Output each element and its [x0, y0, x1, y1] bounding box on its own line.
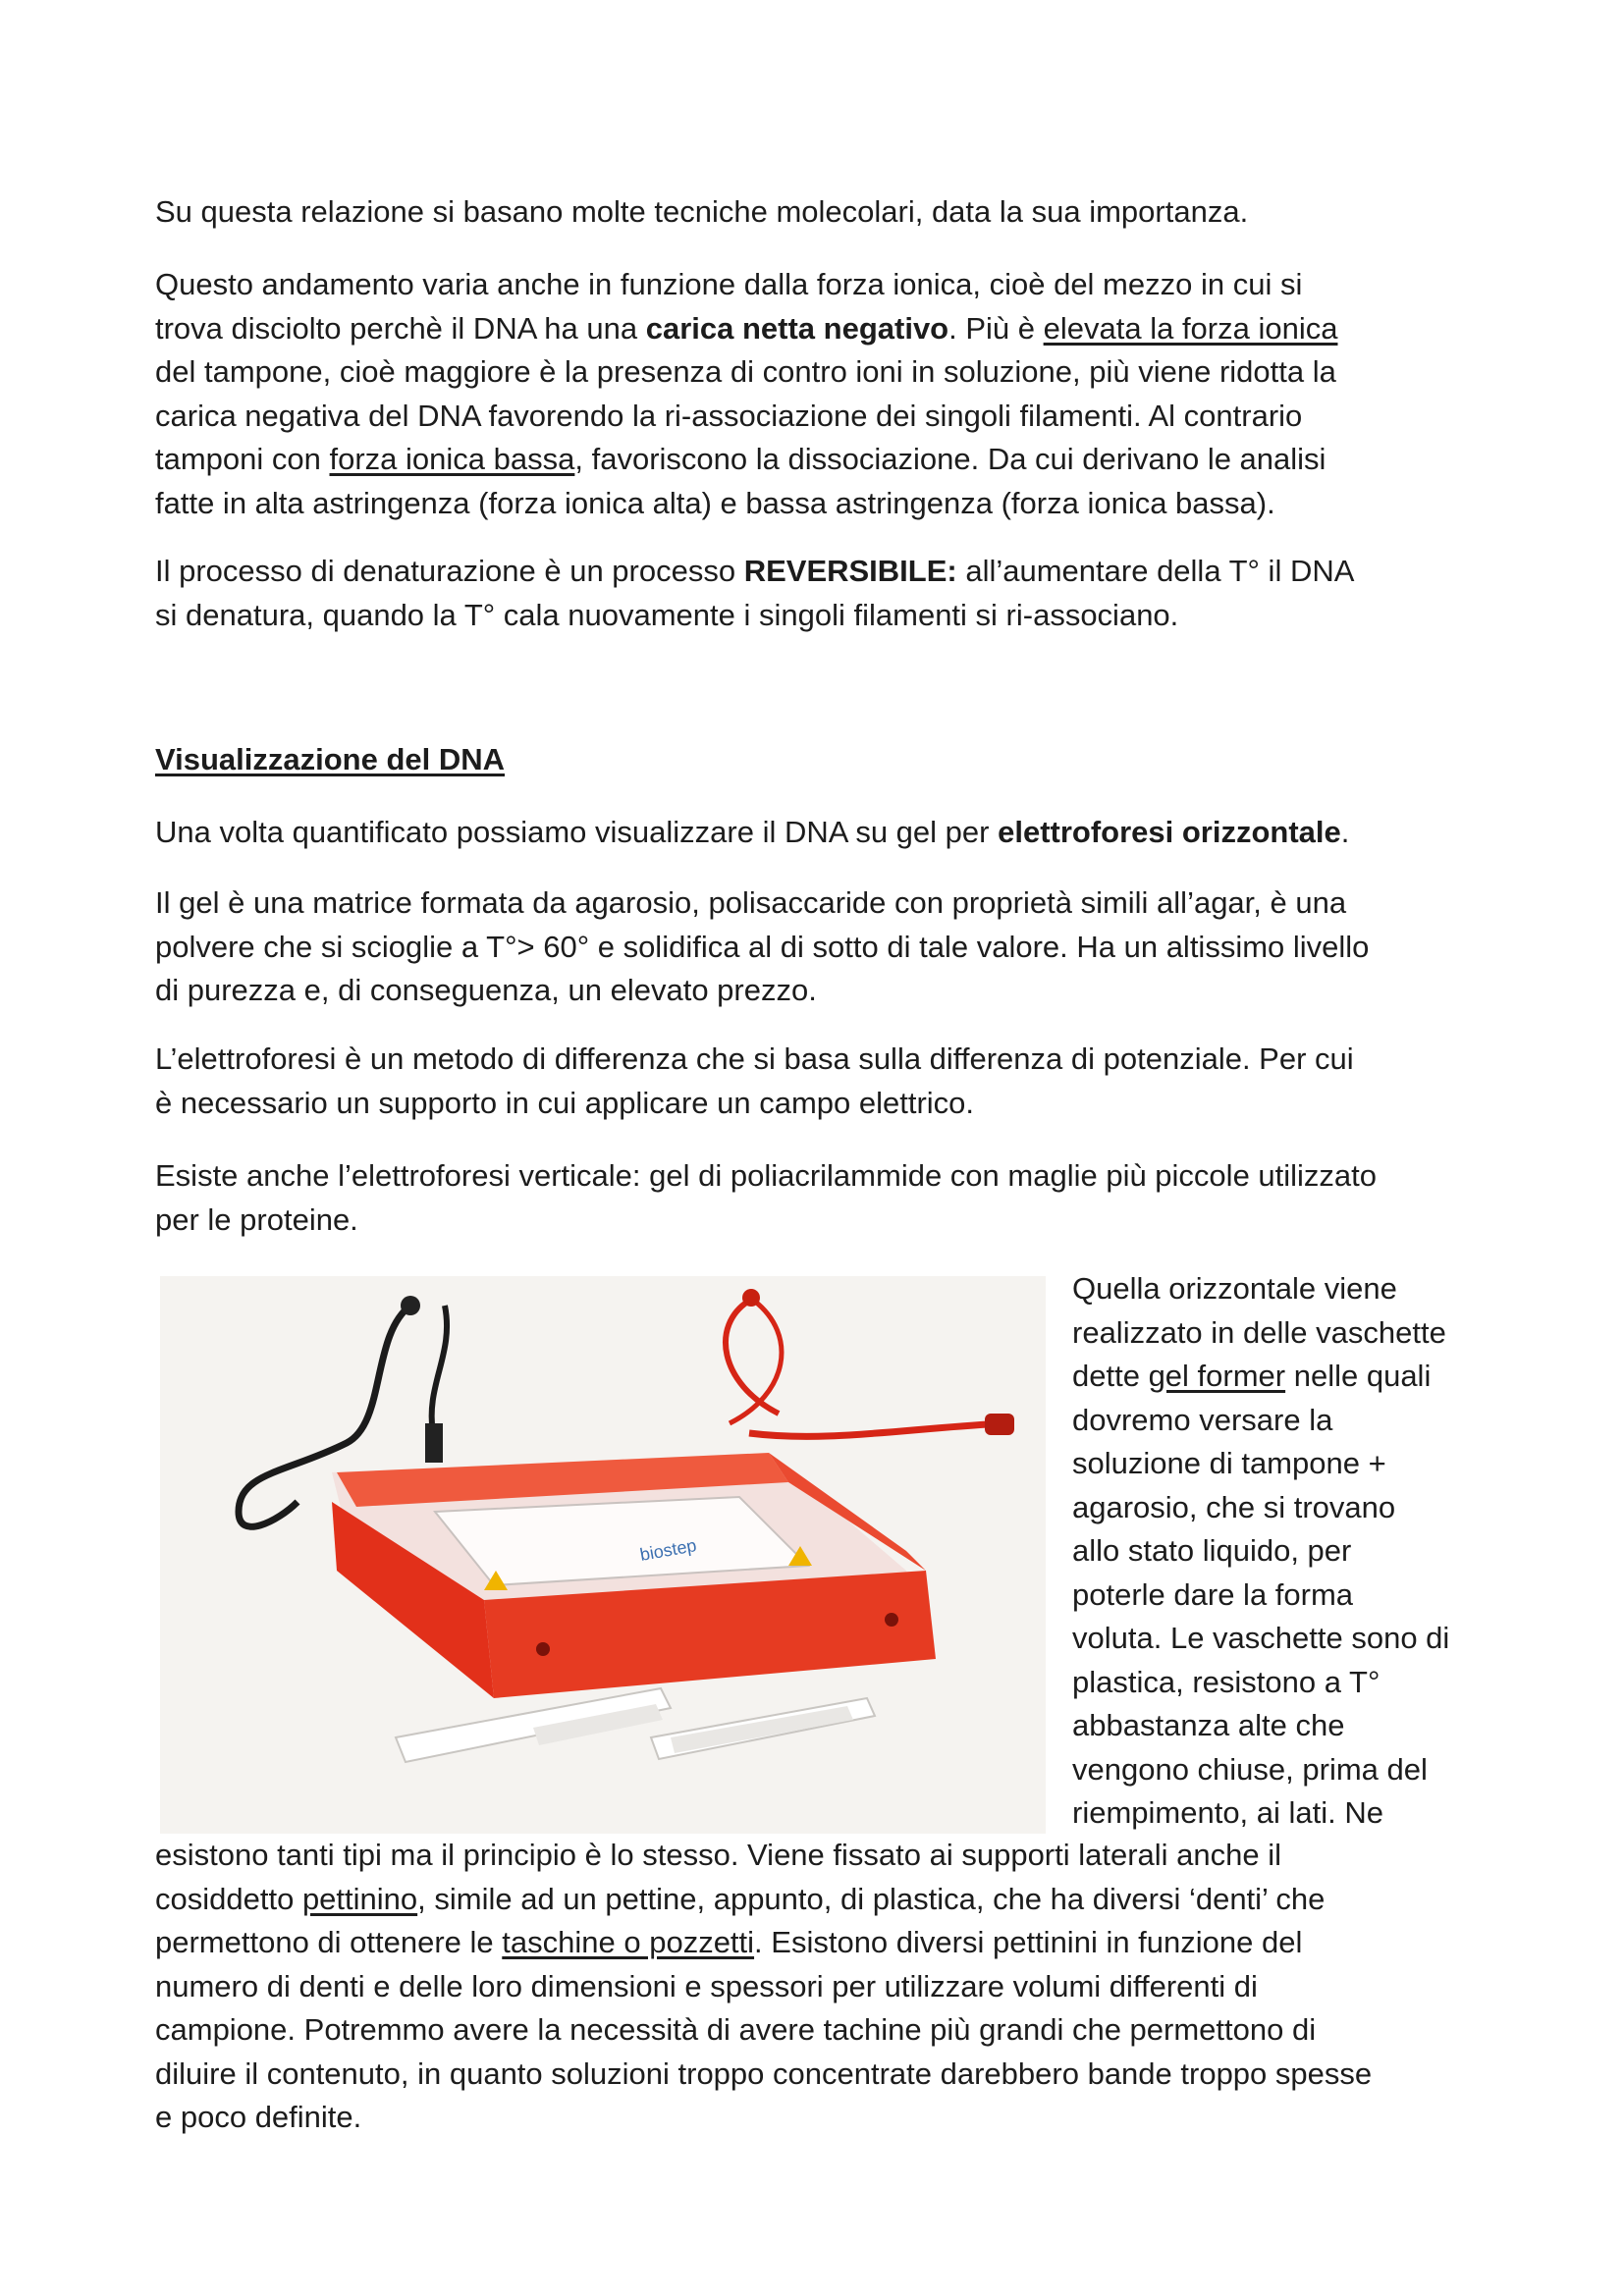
paragraph-electrophoresis: L’elettroforesi è un metodo di differenza che si basa sulla differenza di potenziale. Per cui è necessario un supporto in cui applicare un campo elettrico.: [155, 1041, 1354, 1120]
paragraph-comb: esistono tanti tipi ma il principio è lo stesso. Viene fissato ai supporti laterali anche il cosiddetto pettinino, simile ad un pettine, appunto, di plastica, che ha diversi ‘denti’ che permettono di ottenere le taschine o pozzetti. Esistono diversi pettinini in funzione del numero di denti e delle loro dimensioni e spessori per utilizzare volumi differenti di campione. Potremmo avere la necessità di avere tachine più grandi che permettono di diluire il contenuto, in quanto soluzioni troppo concentrate darebbero bande troppo spesse e poco definite.: [155, 1838, 1373, 2134]
bold-horizontal-electrophoresis: elettroforesi orizzontale: [998, 815, 1341, 849]
underlined-gel-former: gel former: [1148, 1359, 1286, 1393]
paragraph-ionic-strength: Questo andamento varia anche in funzione dalla forza ionica, cioè del mezzo in cui si trova disciolto perchè il DNA ha una carica netta negativo. Più è elevata la forza ionica del tampone, cioè maggiore è la presenza di contro ioni in soluzione, più viene ridotta la carica negativa del DNA favorendo la ri-associazione dei singoli filamenti. Al contrario tamponi con forza ionica bassa, favoriscono la dissociazione. Da cui derivano le analisi fatte in alta astringenza (forza ionica alta) e bassa astringenza (forza ionica bassa).: [155, 267, 1338, 520]
paragraph-visualize: Una volta quantificato possiamo visualizzare il DNA su gel per elettroforesi orizzontale.: [155, 815, 1350, 849]
tank-logo-text: biostep: [638, 1535, 698, 1565]
paragraph-relation: Su questa relazione si basano molte tecniche molecolari, data la sua importanza.: [155, 194, 1249, 229]
bold-reversible: REVERSIBILE:: [743, 554, 957, 588]
gel-electrophoresis-tank-image: [160, 1276, 1046, 1834]
paragraph-vertical: Esiste anche l’elettroforesi verticale: gel di poliacrilammide con maglie più piccole utilizzato per le proteine.: [155, 1158, 1378, 1237]
underlined-pettinino: pettinino: [301, 1881, 418, 1916]
underlined-high-ionic-strength: elevata la forza ionica: [1043, 310, 1338, 346]
paragraph-gel: Il gel è una matrice formata da agarosio, polisaccaride con proprietà simili all’agar, è una polvere che si scioglie a T°> 60° e solidifica al di sotto di tale valore. Ha un altissimo livello di purezza e, di conseguenza, un elevato prezzo.: [155, 885, 1370, 1007]
paragraph-reversible: Il processo di denaturazione è un processo REVERSIBILE: all’aumentare della T° il DNA si denatura, quando la T° cala nuovamente i singoli filamenti si ri-associano.: [155, 554, 1355, 632]
paragraph-gel-former: Quella orizzontale viene realizzato in delle vaschette dette gel former nelle quali dovremo versare la soluzione di tampone + agarosio, che si trovano allo stato liquido, per poterle dare la forma voluta. Le vaschette sono di plastica, resistono a T° abbastanza alte che vengono chiuse, prima del riempimento, ai lati. Ne: [1072, 1271, 1450, 1830]
electrophoresis-tank-illustration: [160, 1276, 1046, 1834]
underlined-taschine: taschine o pozzetti: [502, 1925, 755, 1959]
underlined-low-ionic-strength: forza ionica bassa: [329, 442, 575, 476]
section-heading: Visualizzazione del DNA: [155, 742, 506, 776]
bold-net-charge: carica netta negativo: [645, 310, 949, 346]
